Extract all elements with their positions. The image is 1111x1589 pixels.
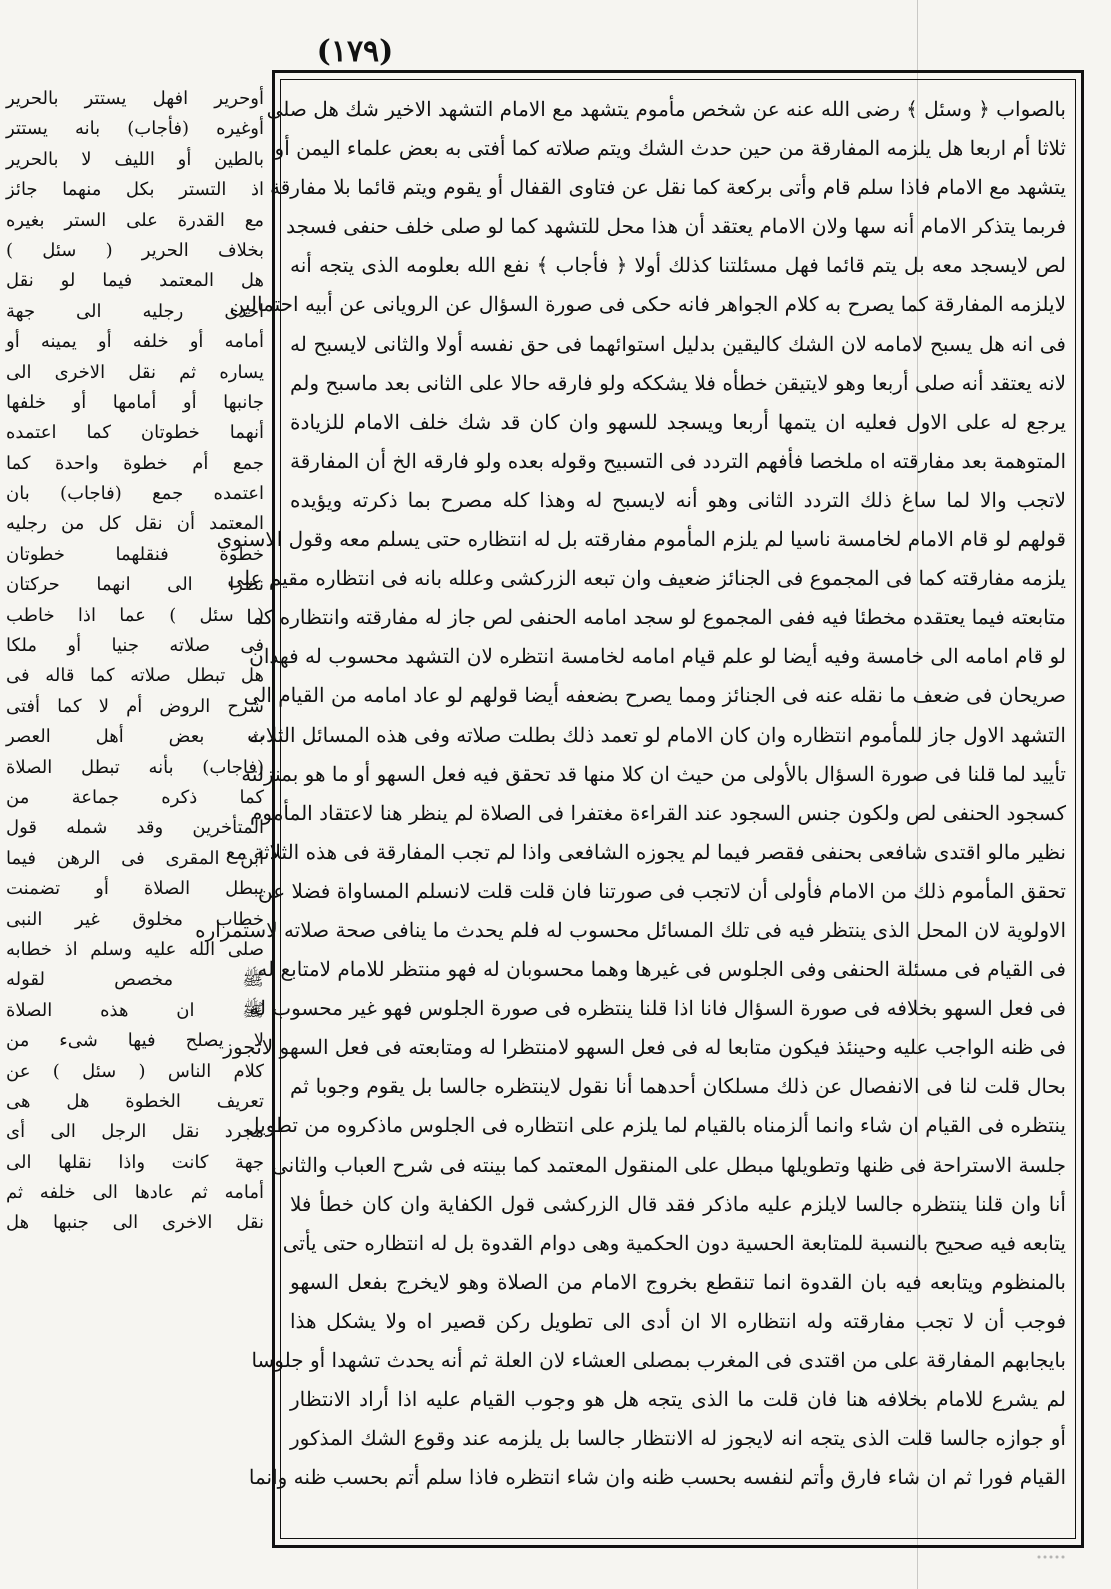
- main-text-line: صريحان فى ضعف ما نقله عنه فى الجنائز ومما يصرح بضعفه أيضا قولهم لو عاد امامه من القيام الى: [243, 683, 1066, 708]
- main-text-line: ينتظره فى القيام ان شاء وانما ألزمناه بالقيام لما يلزم على انتظاره فى الجلوس ماذكروه من تطويل: [244, 1113, 1066, 1138]
- margin-text-line: ( سئل ) عما اذا خاطب: [6, 604, 264, 626]
- margin-text-line: المعتمد أن نقل كل من رجليه: [6, 513, 264, 535]
- margin-text-line: مع القدرة على الستر بغيره: [6, 209, 264, 231]
- margin-text-line: نظرا الى انهما حركتان: [6, 574, 264, 596]
- page-number: (١٧٩): [316, 34, 394, 69]
- margin-commentary-block: [6, 84, 264, 1484]
- main-text-line: بحال قلت لنا فى الانفصال عن ذلك مسلكان أحدهما أنا نقول لاينتظره جالسا بل يقوم وجوبا ثم: [290, 1074, 1066, 1099]
- margin-text-line: اذ التستر بكل منهما جائز: [6, 179, 264, 201]
- margin-text-line: كلام الناس ( سئل ) عن: [6, 1060, 264, 1082]
- margin-text-line: خطوة فنقلهما خطوتان: [6, 543, 264, 565]
- margin-text-line: يبطل الصلاة أو تضمنت: [6, 878, 264, 900]
- main-text-line: كسجود الحنفى لص ولكون جنس السجود عند القراءة مغتفرا فى الصلاة لم ينظر هنا لاعتقاد المأموم: [249, 800, 1066, 825]
- margin-text-line: أمامه أو خلفه أو يمينه أو: [6, 331, 264, 353]
- margin-text-line: ابن المقرى فى الرهن فيما: [6, 847, 264, 869]
- margin-text-line: أوغيره (فأجاب) بانه يستتر: [6, 118, 264, 140]
- main-text-line: يلزمه مفارقته كما فى المجموع فى الجنائز ضعيف وان تبعه الزركشى وعلله بانه فى انتظاره مقيم على: [227, 566, 1066, 591]
- main-text-line: قولهم لو قام الامام لخامسة ناسيا لم يلزم المأموم مفارقته بل له انتظاره حتى يسلم معه وقول الاسنوى: [216, 527, 1066, 552]
- main-text-line: أنا وان قلنا ينتظره جالسا لايلزم عليه ماذكر فقد قال الزركشى قول الكفاية وان كان خطأ فلا: [290, 1191, 1066, 1216]
- main-text-line: أو جوازه جالسا قلت الذى يتجه انه لايجوز له الانتظار جالسا بل يلزمه عند وقوع الشك المذكور: [290, 1426, 1066, 1451]
- main-text-line: لانه يعتقد أنه صلى أربعا وهو لايتيقن خطأه فلا يشككه ولو فارقه حالا على الثانى بعد ماسبح ولم: [290, 370, 1066, 395]
- margin-text-line: أمامه ثم عادها الى خلفه ثم: [6, 1182, 264, 1204]
- main-text-line: لم يشرع للامام بخلافه هنا فان قلت ما الذى يتجه هل هو وجوب القيام عليه اذا أراد الانتظار: [290, 1387, 1066, 1412]
- margin-text-line: اعتمده جمع (فاجاب) بان: [6, 483, 264, 505]
- margin-text-line: جهة كانت واذا نقلها الى: [6, 1151, 264, 1173]
- main-text-line: تأييد لما قلنا فى صورة السؤال بالأولى من حيث ان كلا منها قد تحقق فيه فعل السهو أو ما هو بمنزلته: [241, 761, 1066, 786]
- margin-text-line: كما ذكره جماعة من: [6, 786, 264, 808]
- main-text-line: لايلزمه المفارقة كما يصرح به كلام الجواهر فانه حكى فى صورة السؤال عن الرويانى عن أبيه احتمالين: [229, 292, 1066, 317]
- main-text-line: فربما يتذكر الامام أنه سها ولان الامام يعتقد أن هذا محل للتشهد كما لو صلى خلف حنفى فسجد: [286, 214, 1066, 239]
- main-text-line: فى انه هل يسبح لامامه لان الشك كاليقين بدليل استوائهما فى حق نفسه أولا والثانى لايسبح له: [290, 331, 1066, 356]
- margin-text-line: ﷺ ان هذه الصلاة: [6, 999, 264, 1021]
- main-text-line: الاولوية لان المحل الذى ينتظر فيه فى تلك المسائل محسوب له فلم يحدث ما ينافى صحة صلاته لاستمراره: [195, 917, 1066, 942]
- margin-text-line: أوحرير افهل يستتر بالحرير: [6, 88, 264, 109]
- main-text-line: تحقق المأموم ذلك من الامام فأولى أن لاتجب فى صورتنا فان قلت قلت لانسلم المساواة فضلا عن: [258, 878, 1066, 903]
- margin-text-line: المتأخرين وقد شمله قول: [6, 817, 264, 839]
- margin-text-line: أنهما خطوتان كما اعتمده: [6, 422, 264, 444]
- main-text-line: فى القيام فى مسئلة الحنفى وفى الجلوس فى غيرها وهما محسوبان له فهو منتظر للامام لامتابع له: [257, 957, 1066, 982]
- main-text-line: لاتجب والا لما ساغ ذلك التردد الثانى وهو أنه لايسبح له وهذا كله مصرح بما ذكرته ويؤيده: [290, 487, 1066, 512]
- margin-text-line: لا يصلح فيها شىء من: [6, 1030, 264, 1052]
- main-text-line: يرجع له على الاول فعليه ان يتمها أربعا ويسجد للسهو وان كان قد شك خلف الامام للزيادة: [290, 409, 1066, 434]
- scan-speck: [1036, 1555, 1066, 1559]
- margin-text-line: شرح الروض أم لا كما أفتى: [6, 695, 264, 717]
- main-text-line: متابعته فيما يعتقده مخطئا فيه ففى المجموع لو سجد امامه الحنفى لص جاز له مفارقته وانتظاره كما: [246, 605, 1066, 630]
- main-text-line: ثلاثا أم اربعا هل يلزمه المفارقة من حين حدث الشك ويتم صلاته كما أفتى به بعض علماء اليمن أو: [274, 136, 1066, 161]
- main-text-line: فوجب أن لا تجب مفارقته وله انتظاره الا ان أدى الى تطويل ركن قصير اه ولا يشكل هذا: [290, 1308, 1066, 1333]
- main-text-line: التشهد الاول جاز للمأموم انتظاره وان كان الامام لو تعمد ذلك بطلت صلاته وفى هذه المسائل الثلاث: [247, 722, 1066, 747]
- main-text-line: المتوهمة بعد مفارقته اه ملخصا فأفهم التردد فى التسبيح وقوله بعده ولو فارقه الخ أن المفارقة: [290, 448, 1066, 473]
- main-text-line: لص لايسجد معه بل يتم قائما فهل مسئلتنا كذلك أولا ﴿ فأجاب ﴾ نفع الله بعلومه الذى يتجه أنه: [290, 253, 1066, 278]
- main-text-line: القيام فورا ثم ان شاء فارق وأتم لنفسه بحسب ظنه وان شاء انتظره فاذا سلم أتم بحسب ظنه وانما: [248, 1465, 1066, 1490]
- main-text-line: لو قام امامه الى خامسة وفيه أيضا لو علم قيام امامه لخامسة انتظره لان التشهد محسوب له فهذان: [249, 644, 1066, 669]
- margin-text-line: بالطين أو الليف لا بالحرير: [6, 148, 264, 170]
- main-text-block: [195, 90, 1066, 1530]
- main-text-line: يتابعه فيه صحيح بالنسبة للمتابعة الحسية دون الحكمية وهى دوام القدوة بل له انتظاره حتى يأتى: [282, 1230, 1066, 1255]
- margin-text-line: به بعض أهل العصر: [6, 726, 264, 748]
- margin-text-line: جمع أم خطوة واحدة كما: [6, 452, 264, 474]
- margin-text-line: (فاجاب) بأنه تبطل الصلاة: [6, 756, 264, 778]
- margin-text-line: هل تبطل صلاته كما قاله فى: [6, 665, 264, 687]
- main-text-line: بالمنظوم ويتابعه فيه بان القدوة انما تنقطع بخروج الامام من الصلاة وهو لايخرج بفعل السهو: [290, 1269, 1066, 1294]
- margin-text-line: يساره ثم نقل الاخرى الى: [6, 361, 264, 383]
- margin-text-line: تعريف الخطوة هل هى: [6, 1090, 264, 1112]
- margin-text-line: خطاب مخلوق غير النبى: [6, 908, 264, 930]
- main-text-line: بالصواب ﴿ وسئل ﴾ رضى الله عنه عن شخص مأموم يتشهد مع الامام التشهد الاخير شك هل صلى: [266, 97, 1066, 121]
- margin-text-line: فى صلاته جنيا أو ملكا: [6, 635, 264, 657]
- main-text-line: جلسة الاستراحة فى ظنها وتطويلها مبطل على المنقول المعتمد كما بينته فى شرح العباب والثانى: [271, 1152, 1066, 1177]
- margin-text-line: جانبها أو أمامها أو خلفها: [6, 391, 264, 413]
- margin-text-line: بخلاف الحرير ( سئل ): [6, 239, 264, 261]
- margin-text-line: احدى رجليه الى جهة: [6, 300, 264, 322]
- margin-text-line: نقل الاخرى الى جنبها هل: [6, 1212, 264, 1234]
- margin-text-line: صلى الله عليه وسلم اذ خطابه: [6, 938, 264, 960]
- margin-text-line: ﷺ مخصص لقوله: [6, 969, 264, 991]
- margin-text-line: مجرد نقل الرجل الى أى: [6, 1121, 264, 1143]
- main-text-line: فى ظنه الواجب عليه وحينئذ فيكون متابعا له فى فعل السهو لامنتظرا له ومتابعته فى فعل السهو لاتجوز: [223, 1035, 1066, 1060]
- main-text-line: فى فعل السهو بخلافه فى صورة السؤال فانا اذا قلنا ينتظره فى صورة الجلوس فهو غير محسوب له: [249, 996, 1066, 1021]
- margin-text-line: هل المعتمد فيما لو نقل: [6, 270, 264, 292]
- main-text-line: بايجابهم المفارقة على من اقتدى فى المغرب بمصلى العشاء لان العلة ثم أنه يحدث تشهدا أو جلوسا: [251, 1348, 1066, 1372]
- main-text-line: نظير مالو اقتدى شافعى بحنفى فقصر فيما لم يجوزه الشافعى واذا لم تجب المفارقة فى هذه الثلاثة مع: [225, 839, 1066, 864]
- main-text-line: يتشهد مع الامام فاذا سلم قام وأتى بركعة كما نقل عن فتاوى القفال أو يقوم ويتم قائما بلا مفارقة: [270, 175, 1066, 200]
